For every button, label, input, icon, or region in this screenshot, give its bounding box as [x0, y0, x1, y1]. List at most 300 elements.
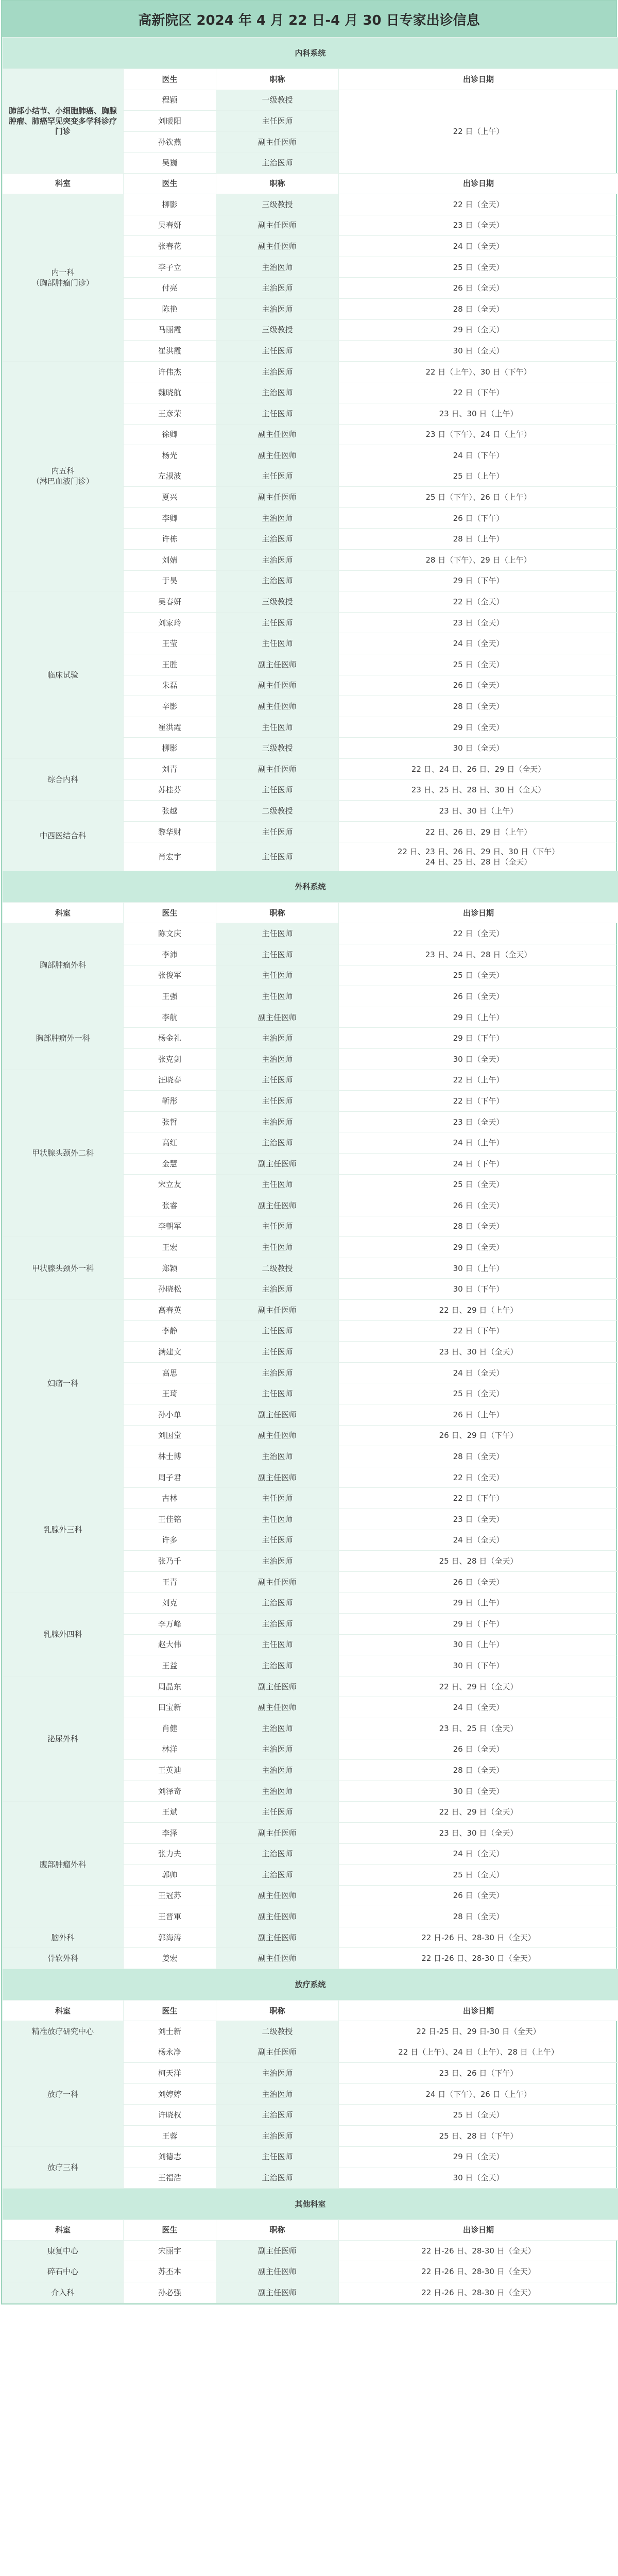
clinic-date: 22 日（全天） — [339, 923, 618, 944]
doctor-name: 王青 — [124, 1571, 216, 1592]
doctor-name: 杨永净 — [124, 2042, 216, 2063]
clinic-date: 30 日（全天） — [339, 341, 618, 362]
doctor-title: 副主任医师 — [216, 2042, 339, 2063]
doctor-title: 主治医师 — [216, 382, 339, 403]
doctor-name: 肖健 — [124, 1718, 216, 1739]
dept-cell: 腹部肿瘤外科 — [3, 1802, 124, 1927]
doctor-name: 刘家玲 — [124, 612, 216, 633]
doctor-name: 陈艳 — [124, 298, 216, 319]
doctor-name: 李子立 — [124, 257, 216, 278]
dept-cell: 胸部肿瘤外科 — [3, 923, 124, 1007]
table-row — [3, 194, 618, 215]
doctor-name: 刘士新 — [124, 2021, 216, 2042]
clinic-date: 29 日（全天） — [339, 1237, 618, 1258]
doctor-name: 夏兴 — [124, 487, 216, 508]
clinic-date: 25 日（下午）、26 日（上午） — [339, 487, 618, 508]
column-header-title: 职称 — [216, 173, 339, 194]
doctor-name: 许栋 — [124, 529, 216, 550]
doctor-title: 主治医师 — [216, 1592, 339, 1614]
doctor-title: 三级教授 — [216, 194, 339, 215]
clinic-date: 29 日（上午） — [339, 1592, 618, 1614]
doctor-title: 主治医师 — [216, 1865, 339, 1886]
clinic-date: 22 日、24 日、26 日、29 日（全天） — [339, 759, 618, 780]
doctor-title: 主任医师 — [216, 1070, 339, 1091]
doctor-title: 主任医师 — [216, 965, 339, 986]
dept-cell: 精准放疗研究中心 — [3, 2021, 124, 2042]
clinic-date: 25 日（全天） — [339, 1174, 618, 1195]
section-header — [3, 38, 618, 69]
doctor-title: 主治医师 — [216, 298, 339, 319]
doctor-title: 主任医师 — [216, 1634, 339, 1655]
doctor-title: 主治医师 — [216, 1613, 339, 1634]
doctor-name: 柳影 — [124, 194, 216, 215]
doctor-title: 主任医师 — [216, 2146, 339, 2167]
clinic-date: 30 日（全天） — [339, 2167, 618, 2189]
clinic-date: 26 日（全天） — [339, 986, 618, 1007]
doctor-name: 徐卿 — [124, 424, 216, 445]
doctor-name: 魏晓航 — [124, 382, 216, 403]
doctor-name: 黎华财 — [124, 821, 216, 842]
table-row — [3, 2240, 618, 2261]
clinic-date: 24 日（全天） — [339, 236, 618, 257]
doctor-name: 杨金礼 — [124, 1028, 216, 1049]
doctor-name: 张越 — [124, 801, 216, 822]
doctor-name: 刘婷婷 — [124, 2083, 216, 2105]
clinic-date: 24 日（全天） — [339, 1530, 618, 1551]
clinic-date: 22 日-26 日、28-30 日（全天） — [339, 2261, 618, 2282]
clinic-date: 30 日（上午） — [339, 1634, 618, 1655]
clinic-date: 30 日（全天） — [339, 738, 618, 759]
doctor-title: 主任医师 — [216, 1320, 339, 1342]
dept-cell: 内五科 （淋巴血液门诊） — [3, 361, 124, 591]
clinic-date: 22 日（上午）、30 日（下午） — [339, 361, 618, 382]
doctor-name: 刘德志 — [124, 2146, 216, 2167]
column-header-row — [3, 69, 618, 90]
doctor-title: 副主任医师 — [216, 1822, 339, 1843]
table-row — [3, 2282, 618, 2303]
doctor-name: 崔洪霞 — [124, 717, 216, 738]
clinic-date: 24 日（全天） — [339, 1697, 618, 1718]
dept-cell: 碎石中心 — [3, 2261, 124, 2282]
clinic-date: 24 日（全天） — [339, 633, 618, 654]
doctor-name: 张睿 — [124, 1195, 216, 1216]
clinic-date: 23 日、30 日（上午） — [339, 801, 618, 822]
clinic-date: 23 日、30 日（全天） — [339, 1342, 618, 1363]
table-row — [3, 2146, 618, 2167]
clinic-date: 22 日、29 日（全天） — [339, 1802, 618, 1823]
clinic-date: 26 日（全天） — [339, 1739, 618, 1760]
clinic-date: 28 日（全天） — [339, 696, 618, 717]
doctor-name: 王英迪 — [124, 1760, 216, 1781]
doctor-title: 主治医师 — [216, 529, 339, 550]
clinic-date: 22 日（上午） — [339, 90, 618, 173]
doctor-name: 金慧 — [124, 1153, 216, 1174]
dept-cell: 内一科 （胸部肿瘤门诊） — [3, 194, 124, 361]
clinic-date: 28 日（下午）、29 日（上午） — [339, 550, 618, 571]
doctor-title: 二级教授 — [216, 1258, 339, 1279]
doctor-title: 主治医师 — [216, 1279, 339, 1300]
clinic-date: 29 日（下午） — [339, 1028, 618, 1049]
table-row — [3, 2021, 618, 2042]
doctor-title: 副主任医师 — [216, 2282, 339, 2303]
doctor-title: 副主任医师 — [216, 1676, 339, 1697]
column-header-date: 出诊日期 — [339, 2219, 618, 2240]
table-row — [3, 361, 618, 382]
column-header-date: 出诊日期 — [339, 69, 618, 90]
clinic-date: 22 日-26 日、28-30 日（全天） — [339, 1948, 618, 1969]
section-title: 放疗系统 — [3, 1969, 618, 2001]
doctor-title: 副主任医师 — [216, 759, 339, 780]
doctor-name: 付亮 — [124, 278, 216, 299]
doctor-title: 主任医师 — [216, 111, 339, 132]
doctor-name: 王琦 — [124, 1383, 216, 1404]
clinic-date: 24 日（全天） — [339, 1843, 618, 1865]
doctor-title: 主治医师 — [216, 2105, 339, 2126]
doctor-name: 王晋軍 — [124, 1906, 216, 1927]
clinic-date: 22 日（下午） — [339, 382, 618, 403]
clinic-date: 23 日、30 日（全天） — [339, 1822, 618, 1843]
table-row — [3, 591, 618, 613]
doctor-title: 副主任医师 — [216, 131, 339, 152]
clinic-date: 23 日（全天） — [339, 215, 618, 236]
clinic-date: 25 日（上午） — [339, 466, 618, 487]
column-header-title: 职称 — [216, 2219, 339, 2240]
clinic-date: 29 日（全天） — [339, 717, 618, 738]
doctor-title: 主任医师 — [216, 403, 339, 424]
doctor-name: 孙小单 — [124, 1404, 216, 1426]
doctor-title: 主任医师 — [216, 1530, 339, 1551]
doctor-title: 副主任医师 — [216, 1927, 339, 1948]
doctor-name: 郭海涛 — [124, 1927, 216, 1948]
clinic-date: 23 日（全天） — [339, 612, 618, 633]
clinic-date: 29 日（全天） — [339, 2146, 618, 2167]
doctor-name: 李沛 — [124, 944, 216, 965]
dept-cell: 骨软外科 — [3, 1948, 124, 1969]
clinic-date: 26 日（全天） — [339, 675, 618, 696]
column-header-row — [3, 903, 618, 923]
doctor-name: 靳彤 — [124, 1091, 216, 1112]
clinic-date: 24 日（下午） — [339, 1153, 618, 1174]
column-header-doctor: 医生 — [124, 2219, 216, 2240]
column-header-dept: 科室 — [3, 173, 124, 194]
doctor-name: 李航 — [124, 1007, 216, 1028]
doctor-title: 主任医师 — [216, 717, 339, 738]
clinic-date: 24 日（上午） — [339, 1132, 618, 1154]
page-title: 高新院区 2024 年 4 月 22 日-4 月 30 日专家出诊信息 — [2, 1, 616, 37]
clinic-date: 24 日（下午） — [339, 445, 618, 466]
doctor-name: 李朝军 — [124, 1216, 216, 1237]
doctor-name: 林士博 — [124, 1446, 216, 1467]
doctor-title: 主治医师 — [216, 152, 339, 174]
doctor-title: 主治医师 — [216, 1760, 339, 1781]
clinic-date: 22 日-26 日、28-30 日（全天） — [339, 2282, 618, 2303]
doctor-title: 主任医师 — [216, 633, 339, 654]
doctor-name: 姜宏 — [124, 1948, 216, 1969]
doctor-name: 于昊 — [124, 570, 216, 591]
doctor-name: 王彦荣 — [124, 403, 216, 424]
doctor-title: 主任医师 — [216, 1383, 339, 1404]
section-header — [3, 871, 618, 903]
doctor-title: 主任医师 — [216, 1216, 339, 1237]
doctor-title: 副主任医师 — [216, 236, 339, 257]
doctor-name: 吴春妍 — [124, 215, 216, 236]
doctor-title: 主治医师 — [216, 1446, 339, 1467]
doctor-title: 主治医师 — [216, 2083, 339, 2105]
doctor-name: 周子君 — [124, 1467, 216, 1488]
doctor-title: 主任医师 — [216, 923, 339, 944]
doctor-title: 副主任医师 — [216, 215, 339, 236]
doctor-title: 副主任医师 — [216, 424, 339, 445]
clinic-date: 29 日（全天） — [339, 319, 618, 341]
doctor-name: 王莹 — [124, 633, 216, 654]
clinic-date: 24 日（全天） — [339, 1362, 618, 1383]
clinic-date: 30 日（上午） — [339, 1258, 618, 1279]
table-row — [3, 759, 618, 780]
clinic-date: 22 日-26 日、28-30 日（全天） — [339, 1927, 618, 1948]
column-header-row — [3, 2219, 618, 2240]
doctor-name: 左淑波 — [124, 466, 216, 487]
doctor-name: 王冠苏 — [124, 1885, 216, 1906]
doctor-name: 汪晓春 — [124, 1070, 216, 1091]
doctor-title: 副主任医师 — [216, 654, 339, 675]
doctor-name: 郑颖 — [124, 1258, 216, 1279]
doctor-name: 赵大伟 — [124, 1634, 216, 1655]
dept-cell: 综合内科 — [3, 759, 124, 801]
clinic-date: 26 日（全天） — [339, 278, 618, 299]
doctor-name: 张哲 — [124, 1111, 216, 1132]
clinic-date: 30 日（全天） — [339, 1048, 618, 1070]
doctor-title: 主任医师 — [216, 821, 339, 842]
doctor-title: 二级教授 — [216, 2021, 339, 2042]
column-header-title: 职称 — [216, 2001, 339, 2021]
doctor-title: 主治医师 — [216, 257, 339, 278]
column-header-date: 出诊日期 — [339, 2001, 618, 2021]
doctor-name: 刘青 — [124, 759, 216, 780]
doctor-title: 副主任医师 — [216, 2261, 339, 2282]
doctor-title: 副主任医师 — [216, 487, 339, 508]
doctor-name: 高思 — [124, 1362, 216, 1383]
clinic-date: 29 日（下午） — [339, 570, 618, 591]
doctor-name: 林洋 — [124, 1739, 216, 1760]
doctor-name: 马丽霞 — [124, 319, 216, 341]
doctor-title: 主任医师 — [216, 779, 339, 801]
doctor-title: 主治医师 — [216, 1362, 339, 1383]
doctor-name: 许晓权 — [124, 2105, 216, 2126]
doctor-name: 孙钦燕 — [124, 131, 216, 152]
doctor-title: 主治医师 — [216, 1111, 339, 1132]
clinic-date: 22 日（全天） — [339, 1467, 618, 1488]
doctor-title: 主任医师 — [216, 466, 339, 487]
doctor-title: 主治医师 — [216, 570, 339, 591]
doctor-name: 高红 — [124, 1132, 216, 1154]
doctor-title: 副主任医师 — [216, 1467, 339, 1488]
doctor-title: 主任医师 — [216, 944, 339, 965]
clinic-date: 30 日（全天） — [339, 1781, 618, 1802]
doctor-title: 主任医师 — [216, 1802, 339, 1823]
clinic-date: 23 日（全天） — [339, 1509, 618, 1530]
clinic-date: 26 日（上午） — [339, 1404, 618, 1426]
doctor-name: 高春英 — [124, 1300, 216, 1321]
doctor-title: 主治医师 — [216, 1028, 339, 1049]
dept-cell: 乳腺外四科 — [3, 1592, 124, 1676]
column-header-doctor: 医生 — [124, 903, 216, 923]
dept-cell: 甲状腺头颈外二科 — [3, 1070, 124, 1237]
doctor-title: 主任医师 — [216, 1509, 339, 1530]
doctor-name: 刘泽奇 — [124, 1781, 216, 1802]
doctor-title: 三级教授 — [216, 591, 339, 613]
doctor-title: 副主任医师 — [216, 675, 339, 696]
doctor-name: 柳影 — [124, 738, 216, 759]
doctor-name: 刘婧 — [124, 550, 216, 571]
doctor-title: 主治医师 — [216, 361, 339, 382]
doctor-name: 程颖 — [124, 90, 216, 111]
clinic-date: 25 日（全天） — [339, 1865, 618, 1886]
doctor-name: 肖宏宇 — [124, 842, 216, 871]
doctor-name: 刘暖阳 — [124, 111, 216, 132]
table-row — [3, 801, 618, 822]
doctor-title: 主任医师 — [216, 1488, 339, 1509]
doctor-title: 副主任医师 — [216, 1425, 339, 1446]
column-header-row — [3, 173, 618, 194]
doctor-title: 副主任医师 — [216, 1195, 339, 1216]
table-row — [3, 1300, 618, 1321]
doctor-title: 主任医师 — [216, 842, 339, 871]
doctor-name: 王蓉 — [124, 2126, 216, 2147]
table-row — [3, 1927, 618, 1948]
clinic-date: 25 日（全天） — [339, 1383, 618, 1404]
clinic-date: 22 日、29 日（全天） — [339, 1676, 618, 1697]
dept-cell: 介入科 — [3, 2282, 124, 2303]
column-header-doctor: 医生 — [124, 173, 216, 194]
clinic-date: 23 日（全天） — [339, 1111, 618, 1132]
doctor-name: 苏丕本 — [124, 2261, 216, 2282]
doctor-name: 许伟杰 — [124, 361, 216, 382]
doctor-name: 王福浩 — [124, 2167, 216, 2189]
doctor-name: 王斌 — [124, 1802, 216, 1823]
dept-cell: 妇瘤一科 — [3, 1300, 124, 1467]
clinic-date: 22 日（下午） — [339, 1320, 618, 1342]
schedule-table — [2, 37, 618, 2303]
doctor-title: 主治医师 — [216, 1655, 339, 1676]
clinic-date: 23 日、30 日（上午） — [339, 403, 618, 424]
column-header-date: 出诊日期 — [339, 173, 618, 194]
doctor-title: 一级教授 — [216, 90, 339, 111]
clinic-date: 22 日、29 日（上午） — [339, 1300, 618, 1321]
doctor-title: 主治医师 — [216, 278, 339, 299]
doctor-title: 主任医师 — [216, 1342, 339, 1363]
clinic-date: 22 日-26 日、28-30 日（全天） — [339, 2240, 618, 2261]
clinic-date: 22 日、26 日、29 日（上午） — [339, 821, 618, 842]
clinic-date: 23 日（下午）、24 日（上午） — [339, 424, 618, 445]
dept-cell: 放疗一科 — [3, 2042, 124, 2146]
doctor-title: 二级教授 — [216, 801, 339, 822]
section-header — [3, 2188, 618, 2219]
doctor-name: 周晶东 — [124, 1676, 216, 1697]
doctor-name: 吴春妍 — [124, 591, 216, 613]
doctor-title: 主治医师 — [216, 1718, 339, 1739]
section-title: 内科系统 — [3, 38, 618, 69]
doctor-name: 王佳铭 — [124, 1509, 216, 1530]
column-header-dept: 科室 — [3, 903, 124, 923]
doctor-name: 崔洪霞 — [124, 341, 216, 362]
doctor-title: 副主任医师 — [216, 1885, 339, 1906]
clinic-date: 22 日、23 日、26 日、29 日、30 日（下午） 24 日、25 日、28 日（全天） — [339, 842, 618, 871]
doctor-title: 副主任医师 — [216, 1571, 339, 1592]
table-row — [3, 1592, 618, 1614]
doctor-name: 李万峰 — [124, 1613, 216, 1634]
clinic-date: 25 日（全天） — [339, 257, 618, 278]
doctor-name: 郭帅 — [124, 1865, 216, 1886]
doctor-title: 主任医师 — [216, 1237, 339, 1258]
doctor-title: 副主任医师 — [216, 1697, 339, 1718]
column-header-dept: 科室 — [3, 2219, 124, 2240]
section-title: 其他科室 — [3, 2188, 618, 2219]
doctor-name: 朱磊 — [124, 675, 216, 696]
doctor-title: 副主任医师 — [216, 445, 339, 466]
doctor-name: 满建文 — [124, 1342, 216, 1363]
schedule-page — [1, 0, 617, 2304]
clinic-date: 25 日、28 日（下午） — [339, 2126, 618, 2147]
dept-cell: 泌尿外科 — [3, 1676, 124, 1802]
clinic-date: 22 日（全天） — [339, 194, 618, 215]
doctor-title: 主任医师 — [216, 341, 339, 362]
doctor-name: 柯天洋 — [124, 2063, 216, 2084]
doctor-title: 主任医师 — [216, 986, 339, 1007]
doctor-title: 主治医师 — [216, 1132, 339, 1154]
doctor-name: 孙晓松 — [124, 1279, 216, 1300]
doctor-name: 张乃千 — [124, 1551, 216, 1572]
doctor-name: 王宏 — [124, 1237, 216, 1258]
section-header — [3, 1969, 618, 2001]
column-header-title: 职称 — [216, 903, 339, 923]
clinic-date: 28 日（全天） — [339, 1446, 618, 1467]
doctor-name: 宋丽宇 — [124, 2240, 216, 2261]
dept-cell: 乳腺外三科 — [3, 1467, 124, 1592]
clinic-date: 30 日（下午） — [339, 1655, 618, 1676]
dept-cell: 肺部小结节、小细胞肺癌、胸腺肿瘤、肺癌罕见突变多学科诊疗门诊 — [3, 69, 124, 174]
doctor-title: 主治医师 — [216, 1048, 339, 1070]
table-row — [3, 2261, 618, 2282]
clinic-date: 24 日（下午）、26 日（上午） — [339, 2083, 618, 2105]
clinic-date: 25 日、28 日（全天） — [339, 1551, 618, 1572]
section-title: 外科系统 — [3, 871, 618, 903]
doctor-name: 杨光 — [124, 445, 216, 466]
clinic-date: 28 日（上午） — [339, 529, 618, 550]
clinic-date: 26 日（全天） — [339, 1195, 618, 1216]
doctor-title: 主任医师 — [216, 1174, 339, 1195]
clinic-date: 26 日（全天） — [339, 1571, 618, 1592]
table-row — [3, 1070, 618, 1091]
clinic-date: 28 日（全天） — [339, 1216, 618, 1237]
doctor-name: 王益 — [124, 1655, 216, 1676]
doctor-title: 主治医师 — [216, 1739, 339, 1760]
dept-cell: 康复中心 — [3, 2240, 124, 2261]
doctor-title: 三级教授 — [216, 738, 339, 759]
doctor-name: 张俊军 — [124, 965, 216, 986]
doctor-name: 张春花 — [124, 236, 216, 257]
clinic-date: 22 日（上午）、24 日（上午）、28 日（上午） — [339, 2042, 618, 2063]
doctor-name: 王胜 — [124, 654, 216, 675]
table-row — [3, 1676, 618, 1697]
column-header-doctor: 医生 — [124, 2001, 216, 2021]
table-row — [3, 1237, 618, 1258]
clinic-date: 23 日、25 日（全天） — [339, 1718, 618, 1739]
doctor-title: 主任医师 — [216, 612, 339, 633]
clinic-date: 25 日（全天） — [339, 2105, 618, 2126]
clinic-date: 28 日（全天） — [339, 298, 618, 319]
doctor-name: 辛影 — [124, 696, 216, 717]
dept-cell: 临床试验 — [3, 591, 124, 759]
